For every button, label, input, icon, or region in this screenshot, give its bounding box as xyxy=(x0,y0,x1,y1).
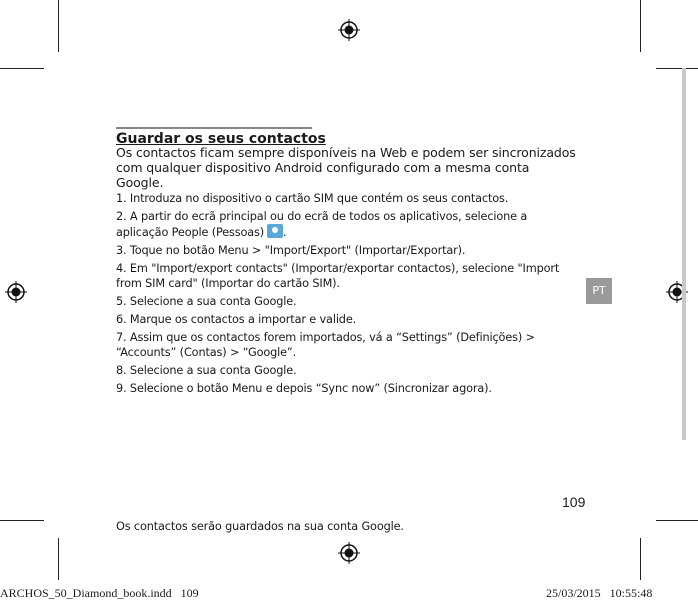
crop-mark-bottom-left-v xyxy=(58,538,59,580)
section-title: Guardar os seus contactos xyxy=(116,131,326,147)
section-intro: Os contactos ficam sempre disponíveis na Web e podem ser sincronizados com qualquer dispositivo Android configurado com a mesma conta Google. xyxy=(116,145,576,190)
steps-list xyxy=(116,191,568,399)
step-1: 1. Introduza no dispositivo o cartão SIM que contém os seus contactos. xyxy=(116,192,509,205)
crop-mark-top-left-h xyxy=(0,68,44,69)
footer-filename: ARCHOS_50_Diamond_book.indd 109 xyxy=(0,586,199,600)
step-4: 4. Em "Import/export contacts" (Importar/exportar contactos), selecione "Import from SIM card" (Importar do cartão SIM). xyxy=(116,262,560,290)
section-outro: Os contactos serão guardados na sua conta Google. xyxy=(116,520,404,533)
registration-mark-bottom-icon xyxy=(338,542,360,564)
footer-timestamp: 25/03/2015 10:55:48 xyxy=(546,586,653,600)
registration-mark-top-icon xyxy=(338,19,360,41)
people-app-icon xyxy=(267,224,283,238)
step-5: 5. Selecione a sua conta Google. xyxy=(116,295,297,308)
language-tab: PT xyxy=(586,278,612,304)
step-7: 7. Assim que os contactos forem importados, vá a “Settings” (Definições) > “Accounts” (Contas) > “Google”. xyxy=(116,331,535,359)
step-2-text: 2. A partir do ecrã principal ou do ecrã de todos os aplicativos, selecione a aplicação People (Pessoas) xyxy=(116,210,528,239)
crop-mark-bottom-left-h xyxy=(0,520,44,521)
crop-mark-top-right-v xyxy=(640,0,641,52)
crop-mark-top-left-v xyxy=(58,0,59,52)
crop-mark-bottom-right-h xyxy=(656,520,698,521)
crop-mark-top-right-h xyxy=(656,68,698,69)
step-2: 2. A partir do ecrã principal ou do ecrã de todos os aplicativos, selecione a aplicação People (Pessoas) . xyxy=(116,210,528,239)
registration-mark-left-icon xyxy=(5,281,27,303)
step-3: 3. Toque no botão Menu > "Import/Export" (Importar/Exportar). xyxy=(116,244,466,257)
section-top-rule xyxy=(116,127,312,129)
step-9: 9. Selecione o botão Menu e depois “Sync now” (Sincronizar agora). xyxy=(116,382,492,395)
page-number: 109 xyxy=(562,494,586,510)
step-8: 8. Selecione a sua conta Google. xyxy=(116,364,297,377)
crop-mark-bottom-right-v xyxy=(640,538,641,580)
page-side-rule xyxy=(682,68,686,440)
step-6: 6. Marque os contactos a importar e valide. xyxy=(116,313,357,326)
